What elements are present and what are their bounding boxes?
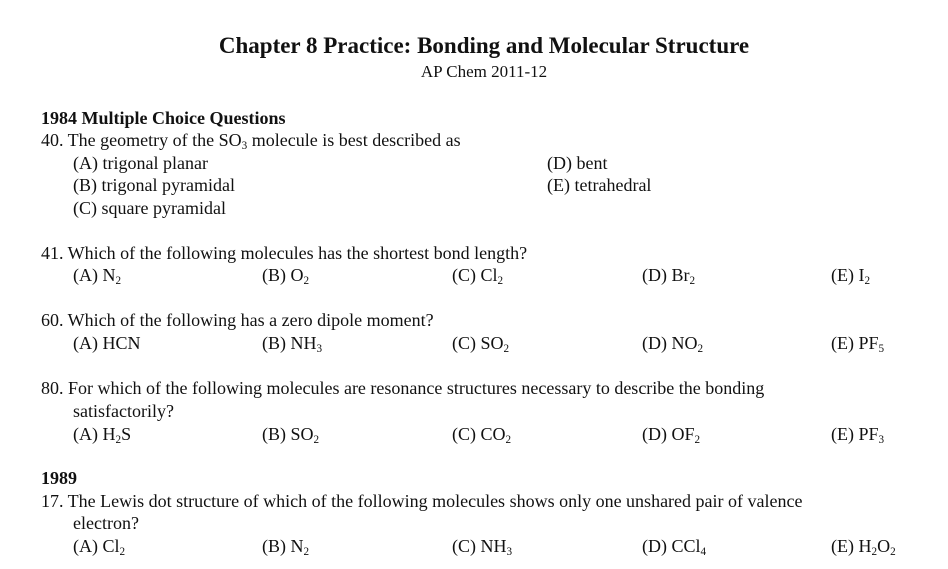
page-title: Chapter 8 Practice: Bonding and Molecular Structure <box>218 33 750 58</box>
question-text: 60. Which of the following has a zero dipole moment? <box>41 310 434 330</box>
answer-option: (E) $PF_3$ <box>831 424 885 446</box>
answer-option: (E) tetrahedral <box>547 175 652 195</box>
answer-option: (A) $Cl_2$ <box>73 536 126 558</box>
answer-option: (E) $PF_5$ <box>831 333 885 355</box>
page-subtitle: AP Chem 2011-12 <box>420 62 548 81</box>
answer-option: (C) $Cl_2$ <box>452 265 504 287</box>
answer-option: (E) $H_2O_2$ <box>831 536 896 558</box>
answer-option: (D) CCl$_4$ <box>642 536 707 558</box>
answer-option: (A) $H_2S$ <box>73 424 132 446</box>
answer-option: (B) $O_2$ <box>262 265 310 287</box>
answer-option: (B) trigonal pyramidal <box>73 175 235 195</box>
answer-option: (E) $I_2$ <box>831 265 871 287</box>
answer-option: (C) square pyramidal <box>73 198 226 218</box>
answer-option: (C) $CO_2$ <box>452 424 512 446</box>
question-text: 80. For which of the following molecules are resonance structures necessary to describe the bonding <box>41 378 765 398</box>
answer-option: (D) $OF_2$ <box>642 424 701 446</box>
answer-option: (A) trigonal planar <box>73 153 208 173</box>
answer-option: (A) $N_2$ <box>73 265 122 287</box>
answer-option: (C) $NH_3$ <box>452 536 513 558</box>
question-text: 17. The Lewis dot structure of which of the following molecules shows only one unshared pair of valence <box>41 491 803 511</box>
answer-option: (D) bent <box>547 153 608 173</box>
answer-option: (B) $SO_2$ <box>262 424 320 446</box>
question-text: 41. Which of the following molecules has the shortest bond length? <box>41 243 528 263</box>
question-text: 40. The geometry of the $SO_3$ molecule is best described as <box>41 130 461 152</box>
answer-option: (A) HCN <box>73 333 141 353</box>
question-text-continuation: satisfactorily? <box>73 401 174 421</box>
answer-option: (D) $Br_2$ <box>642 265 696 287</box>
answer-option: (B) $NH_3$ <box>262 333 323 355</box>
section-heading: 1984 Multiple Choice Questions <box>41 108 286 128</box>
question-text-continuation: electron? <box>73 513 139 533</box>
answer-option: (B) $N_2$ <box>262 536 310 558</box>
answer-option: (C) $SO_2$ <box>452 333 510 355</box>
section-heading: 1989 <box>41 468 77 488</box>
answer-option: (D) $NO_2$ <box>642 333 704 355</box>
